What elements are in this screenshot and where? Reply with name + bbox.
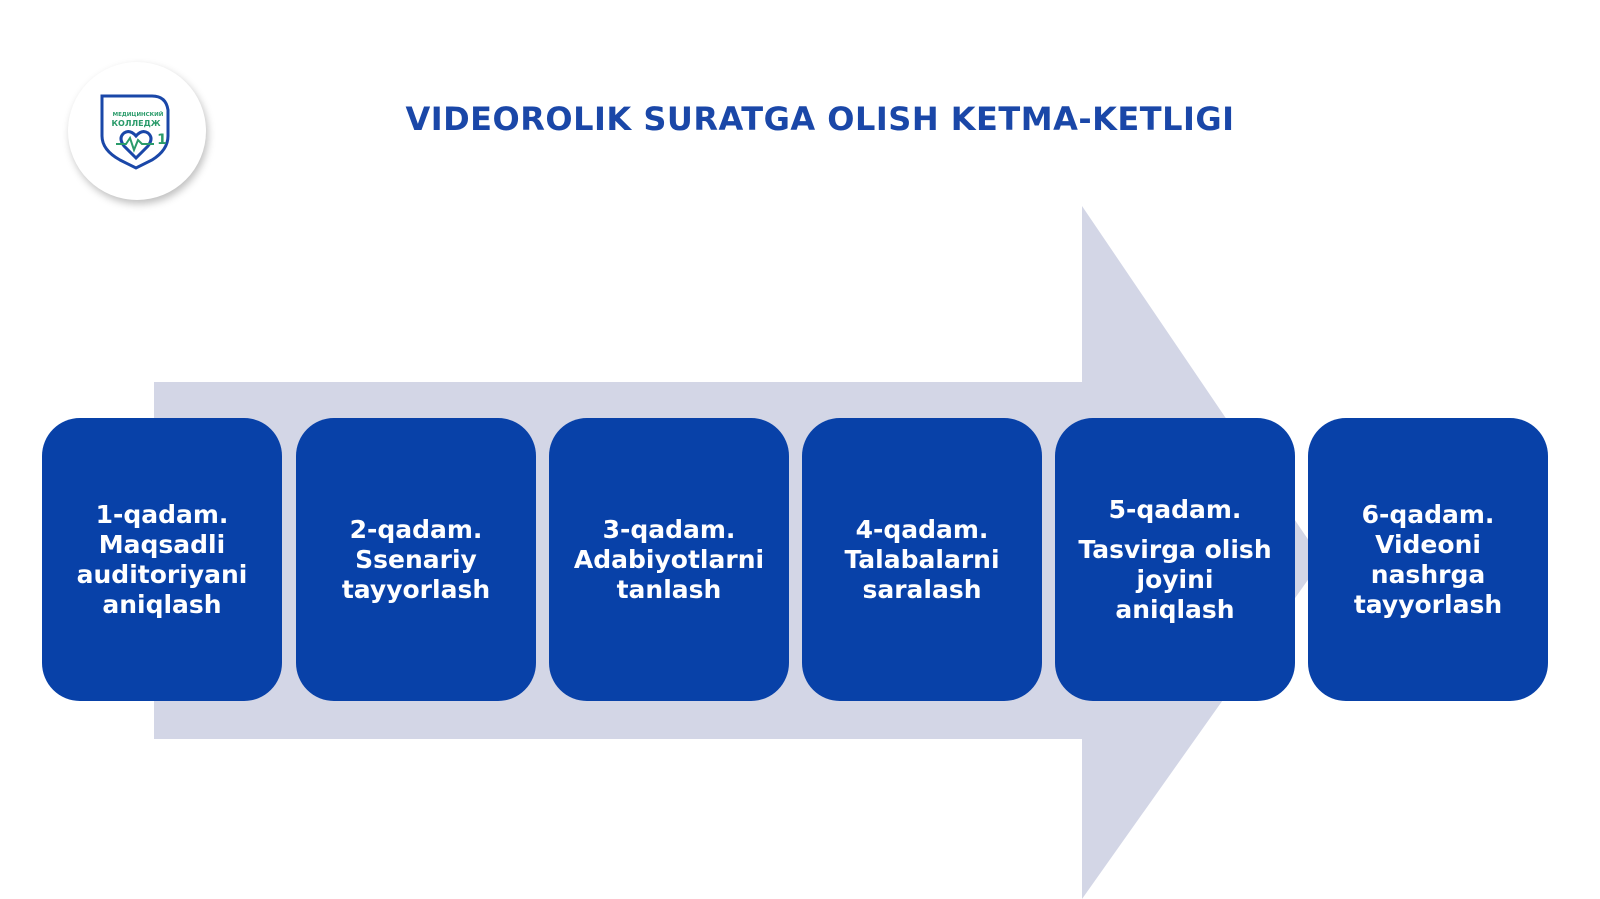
step-text-5	[1078, 495, 1271, 625]
step-2-line-2: tayyorlash	[341, 574, 491, 604]
step-3-line-2: tanlash	[616, 574, 722, 604]
step-text-1	[77, 500, 248, 620]
step-6-line-3: tayyorlash	[1353, 589, 1503, 619]
step-box-4	[802, 418, 1042, 701]
logo-line-3: 1	[157, 132, 167, 148]
step-1-label: 1-qadam.	[95, 499, 229, 529]
step-6-line-1: Videoni	[1375, 529, 1481, 559]
logo-line-2: КОЛЛЕДЖ	[111, 119, 161, 128]
step-1-line-3: aniqlash	[102, 589, 222, 619]
step-5-label: 5-qadam.	[1108, 494, 1242, 524]
step-2-line-1: Ssenariy	[355, 544, 477, 574]
step-box-5	[1055, 418, 1295, 701]
step-5-line-3: aniqlash	[1115, 594, 1235, 624]
step-5-line-2: joyini	[1136, 564, 1214, 594]
step-6-line-2: nashrga	[1370, 559, 1486, 589]
step-5-line-1: Tasvirga olish	[1078, 534, 1272, 564]
page-title: VIDEOROLIK SURATGA OLISH KETMA-KETLIGI	[405, 100, 1235, 138]
step-2-label: 2-qadam.	[349, 514, 483, 544]
step-box-2	[296, 418, 536, 701]
step-text-6	[1354, 500, 1502, 620]
step-1-line-1: Maqsadli	[98, 529, 226, 559]
step-3-line-1: Adabiyotlarni	[573, 544, 765, 574]
step-5-gap	[1078, 525, 1271, 535]
step-text-4	[844, 515, 999, 605]
logo-line-1: МЕДИЦИНСКИЙ	[112, 112, 164, 118]
step-text-2	[342, 515, 490, 605]
step-box-3	[549, 418, 789, 701]
step-1-line-2: auditoriyani	[76, 559, 248, 589]
step-4-line-1: Talabalarni	[844, 544, 1000, 574]
step-box-6	[1308, 418, 1548, 701]
step-6-label: 6-qadam.	[1361, 499, 1495, 529]
step-4-line-2: saralash	[862, 574, 982, 604]
step-text-3	[574, 515, 764, 605]
step-3-label: 3-qadam.	[602, 514, 736, 544]
step-box-1	[42, 418, 282, 701]
step-4-label: 4-qadam.	[855, 514, 989, 544]
